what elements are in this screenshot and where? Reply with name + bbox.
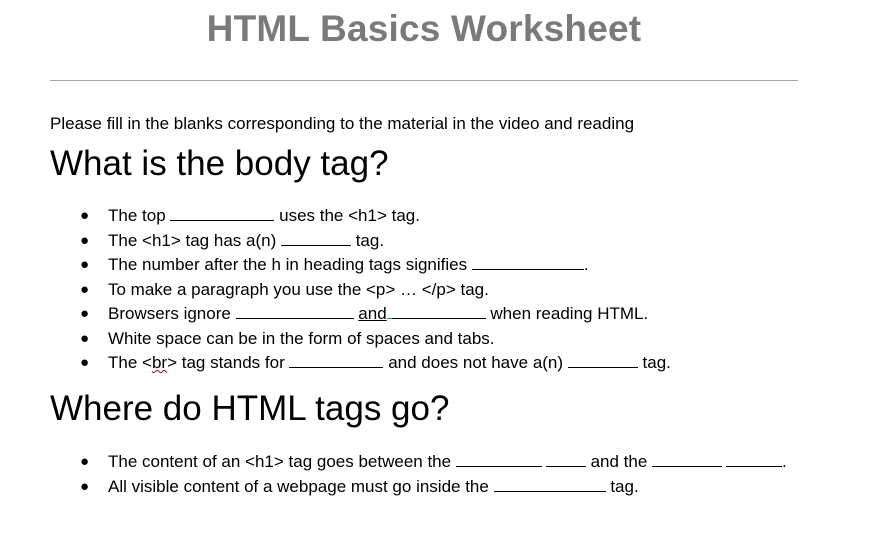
list-item: ● To make a paragraph you use the <p> … </p> tag. xyxy=(0,278,671,303)
list-item: ● The number after the h in heading tags signifies . xyxy=(0,253,671,278)
bullet-icon: ● xyxy=(80,354,90,371)
worksheet-title: HTML Basics Worksheet xyxy=(206,8,642,49)
bullet-icon: ● xyxy=(80,231,90,249)
fill-blank[interactable] xyxy=(456,452,542,467)
bullet-icon: ● xyxy=(80,256,90,273)
list-item: ● The <h1> tag has a(n) tag. xyxy=(0,229,671,254)
fill-blank[interactable] xyxy=(236,304,354,319)
spellcheck-word: br xyxy=(151,353,168,372)
list-item: ● The <br> tag stands for and does not have a(n) tag. xyxy=(0,351,671,376)
list-item: ● White space can be in the form of spaces and tabs. xyxy=(0,327,671,352)
list-item: ● The top uses the <h1> tag. xyxy=(0,204,671,229)
horizontal-rule xyxy=(50,80,798,81)
list-item: ● The content of an <h1> tag goes between the and the . xyxy=(0,450,787,475)
fill-blank[interactable] xyxy=(546,452,586,467)
fill-blank[interactable] xyxy=(392,304,486,319)
fill-blank[interactable] xyxy=(494,477,606,492)
intro-text: Please fill in the blanks corresponding to the material in the video and reading xyxy=(50,114,635,133)
list-item: ● Browsers ignore and when reading HTML. xyxy=(0,302,671,327)
question-list-2 xyxy=(0,450,787,499)
section-heading-body-tag: What is the body tag? xyxy=(50,144,389,183)
fill-blank[interactable] xyxy=(472,255,584,270)
bullet-icon: ● xyxy=(80,207,90,224)
bullet-icon: ● xyxy=(80,329,90,347)
bullet-icon: ● xyxy=(80,477,90,495)
fill-blank[interactable] xyxy=(726,452,782,467)
bullet-icon: ● xyxy=(80,305,90,322)
fill-blank[interactable] xyxy=(568,353,638,368)
and-underlined: and xyxy=(358,304,387,323)
bullet-icon: ● xyxy=(80,453,90,470)
list-item: ● All visible content of a webpage must go inside the tag. xyxy=(0,475,787,500)
fill-blank[interactable] xyxy=(281,231,351,246)
bullet-icon: ● xyxy=(80,280,90,298)
fill-blank[interactable] xyxy=(170,206,274,221)
question-list-1 xyxy=(0,204,671,376)
section-heading-tags-go: Where do HTML tags go? xyxy=(50,389,450,428)
fill-blank[interactable] xyxy=(652,452,722,467)
fill-blank[interactable] xyxy=(289,353,383,368)
